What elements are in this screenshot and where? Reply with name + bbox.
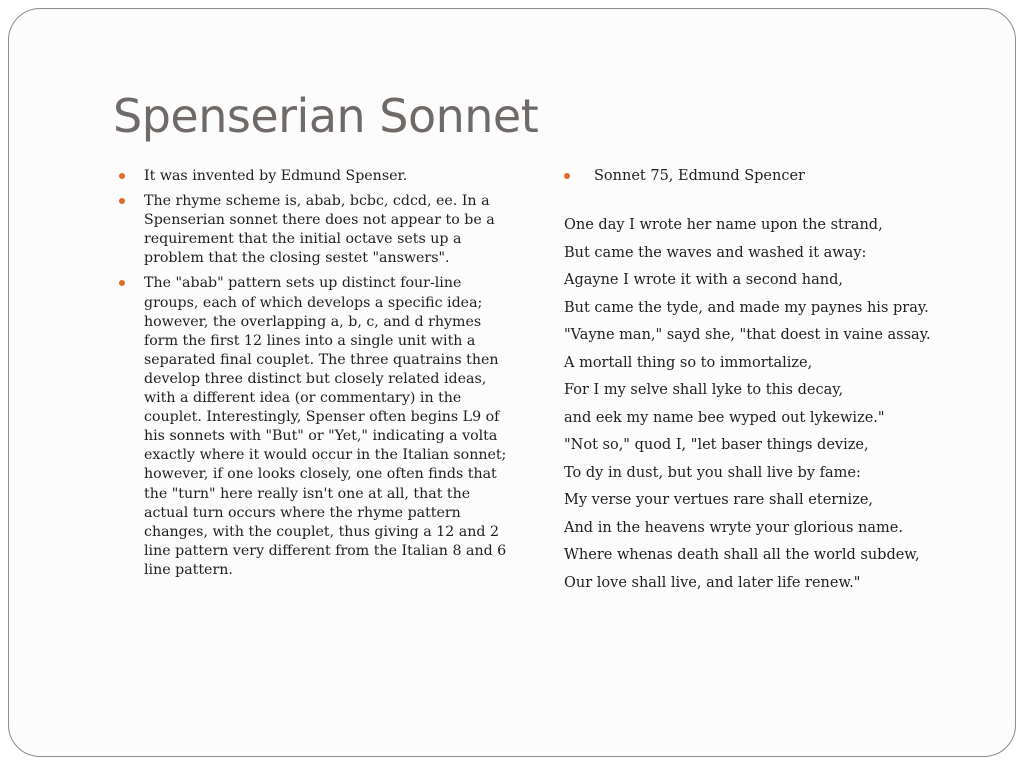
poem-line: But came the waves and washed it away: <box>564 244 867 261</box>
bullet-dot-icon <box>564 173 570 179</box>
poem-line: Agayne I wrote it with a second hand, <box>564 272 844 288</box>
poem <box>564 212 984 597</box>
slide-title: Spenserian Sonnet <box>113 89 539 143</box>
poem-line: One day I wrote her name upon the strand, <box>564 217 883 233</box>
poem-line: "Not so," quod I, "let baser things devize, <box>564 437 869 453</box>
bullet-dot-icon <box>119 173 125 179</box>
right-bullet-list <box>564 167 984 186</box>
poem-line: A mortall thing so to immortalize, <box>564 354 813 371</box>
poem-line: Our love shall live, and later life renew." <box>564 574 861 591</box>
poem-line: To dy in dust, but you shall live by fame: <box>564 464 861 481</box>
poem-line: For I my selve shall lyke to this decay, <box>564 382 844 398</box>
poem-line: "Vayne man," sayd she, "that doest in vaine assay. <box>564 327 931 343</box>
list-item <box>119 167 517 186</box>
left-column <box>119 167 517 586</box>
poem-line: Where whenas death shall all the world subdew, <box>564 547 920 563</box>
left-bullet-list <box>119 167 517 580</box>
bullet-text: The "abab" pattern sets up distinct four-line groups, each of which develops a specific idea; however, the overlapping a, b, c, and d rhymes form the first 12 lines into a single unit with a separated final couplet. The three quatrains then develop three distinct but closely related ideas, with a different idea (or commentary) in the couplet. Interestingly, Spenser often begins L9 of his sonnets with "But" or "Yet," indicating a volta exactly where it would occur in the Italian sonnet; however, if one looks closely, one often finds that the "turn" here really isn't one at all, that the actual turn occurs where the rhyme pattern changes, with the couplet, thus giving a 12 and 2 line pattern very different from the Italian 8 and 6 line pattern. <box>144 275 507 578</box>
list-item <box>119 192 517 268</box>
slide-frame <box>8 8 1016 757</box>
poem-line: and eek my name bee wyped out lykewize." <box>564 409 885 426</box>
bullet-dot-icon <box>119 198 125 204</box>
poem-line: And in the heavens wryte your glorious name. <box>564 519 903 536</box>
poem-line: My verse your vertues rare shall eternize, <box>564 492 874 508</box>
bullet-text: The rhyme scheme is, abab, bcbc, cdcd, ee. In a Spenserian sonnet there does not appear to be a requirement that the initial octave sets up a problem that the closing sestet "answers". <box>144 193 495 267</box>
bullet-dot-icon <box>119 280 125 286</box>
list-item <box>564 167 984 186</box>
right-column <box>564 167 984 597</box>
poem-heading: Sonnet 75, Edmund Spencer <box>594 168 805 184</box>
bullet-text: It was invented by Edmund Spenser. <box>144 168 408 184</box>
poem-line: But came the tyde, and made my paynes his pray. <box>564 299 929 316</box>
list-item <box>119 274 517 580</box>
